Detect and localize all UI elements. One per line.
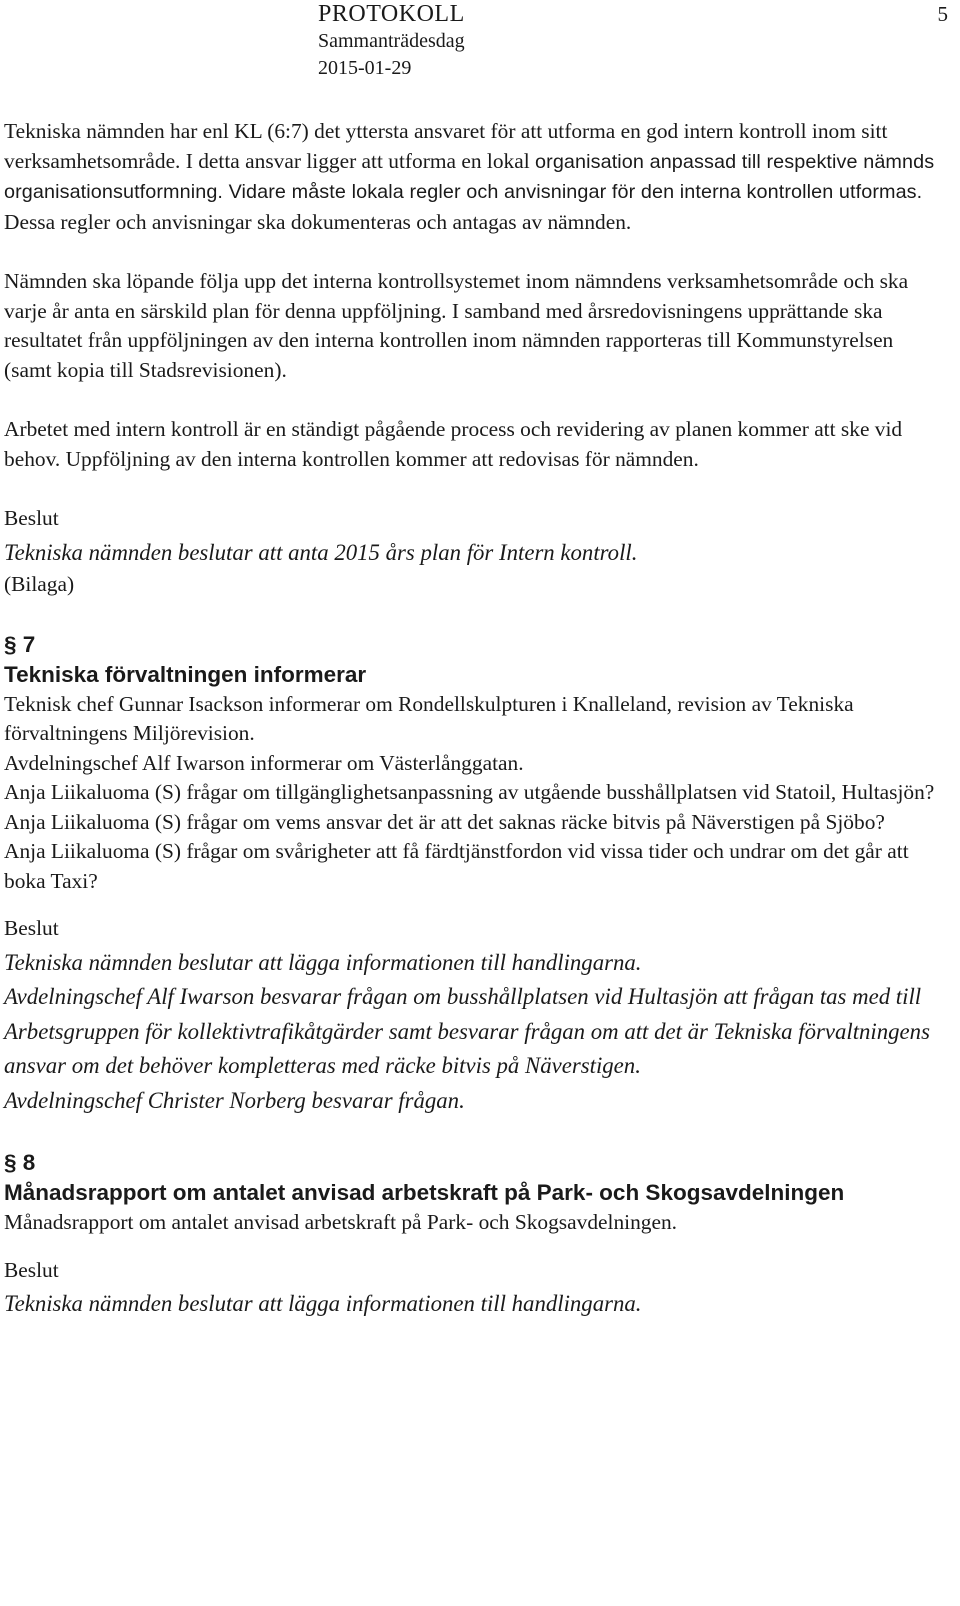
- section-8-number: § 8: [4, 1150, 36, 1175]
- document-body: [4, 117, 944, 1322]
- section-7-line: Anja Liikaluoma (S) frågar om tillgänglighetsanpassning av utgående busshållplatsen vid Statoil, Hultasjön?: [4, 780, 935, 804]
- intro-paragraph-1-end: Dessa regler och anvisningar ska dokumenteras och antagas av nämnden.: [4, 209, 632, 234]
- section-7-line: Avdelningschef Alf Iwarson informerar om Västerlånggatan.: [4, 750, 524, 775]
- intro-beslut-text: Tekniska nämnden beslutar att anta 2015 års plan för Intern kontroll.: [4, 539, 638, 565]
- section-7-line: Anja Liikaluoma (S) frågar om vems ansvar det är att det saknas räcke bitvis på Näverstigen på Sjöbo?: [4, 809, 885, 834]
- intro-paragraph-1-sans: organisation anpassad till respektive nämnds organisationsutformning. Vidare måste lokala regler och anvisningar för den interna kontrollen utformas.: [4, 150, 935, 203]
- section-7-number: § 7: [4, 631, 36, 657]
- intro-paragraph-3: Arbetet med intern kontroll är en ständigt pågående process och revidering av planen kommer att ske vid behov. Uppföljning av den interna kontrollen kommer att redovisas för nämnden.: [4, 417, 903, 471]
- section-7-beslut-line: Tekniska nämnden beslutar att lägga informationen till handlingarna.: [4, 949, 642, 975]
- page-number: 5: [937, 2, 948, 26]
- document-title: PROTOKOLL: [318, 1, 465, 27]
- meeting-date: 2015-01-29: [318, 57, 412, 79]
- intro-paragraph-1: [4, 117, 944, 237]
- intro-paragraph-2: Nämnden ska löpande följa upp det interna kontrollsystemet inom nämndens verksamhetsområde och ska varje år anta en särskild plan för denna uppföljning. I samband med årsredovisningens upprättande ska resultatet från uppföljningen av den interna kontrollen inom nämnden rapporteras till Kommunstyrelsen (samt kopia till Stadsrevisionen).: [4, 269, 909, 382]
- section-8-text: Månadsrapport om antalet anvisad arbetskraft på Park- och Skogsavdelningen.: [4, 1210, 678, 1234]
- bilaga-reference: (Bilaga): [4, 572, 75, 596]
- section-7-beslut-label: Beslut: [4, 916, 59, 940]
- intro-paragraph-1-serif: Tekniska nämnden har enl KL (6:7) det yttersta ansvaret för att utforma en god intern kontroll inom sitt verksamhetsområde. I detta ansvar ligger att utforma en lokal: [4, 119, 888, 173]
- meeting-type: Sammanträdesdag: [318, 30, 465, 52]
- section-8-beslut-label: Beslut: [4, 1257, 59, 1282]
- document-header: [318, 0, 568, 82]
- section-7-title: Tekniska förvaltningen informerar: [4, 661, 367, 687]
- section-7-beslut-line: Avdelningschef Alf Iwarson besvarar frågan om busshållplatsen vid Hultasjön att frågan tas med till Arbetsgruppen för kollektivtrafikåtgärder samt besvarar frågan om att det är Tekniska förvaltningens ansvar om det behöver kompletteras med räcke bitvis på Näverstigen.: [4, 984, 930, 1078]
- section-7-line: Anja Liikaluoma (S) frågar om svårigheter att få färdtjänstfordon vid vissa tider och undrar om det går att boka Taxi?: [4, 839, 909, 893]
- section-7-line: Teknisk chef Gunnar Isackson informerar om Rondellskulpturen i Knalleland, revision av Tekniska förvaltningens Miljörevision.: [4, 691, 854, 745]
- section-8-title: Månadsrapport om antalet anvisad arbetskraft på Park- och Skogsavdelningen: [4, 1180, 845, 1205]
- intro-beslut-label: Beslut: [4, 506, 59, 530]
- section-8-beslut-text: Tekniska nämnden beslutar att lägga informationen till handlingarna.: [4, 1291, 642, 1316]
- section-7-beslut-line: Avdelningschef Christer Norberg besvarar frågan.: [4, 1087, 465, 1113]
